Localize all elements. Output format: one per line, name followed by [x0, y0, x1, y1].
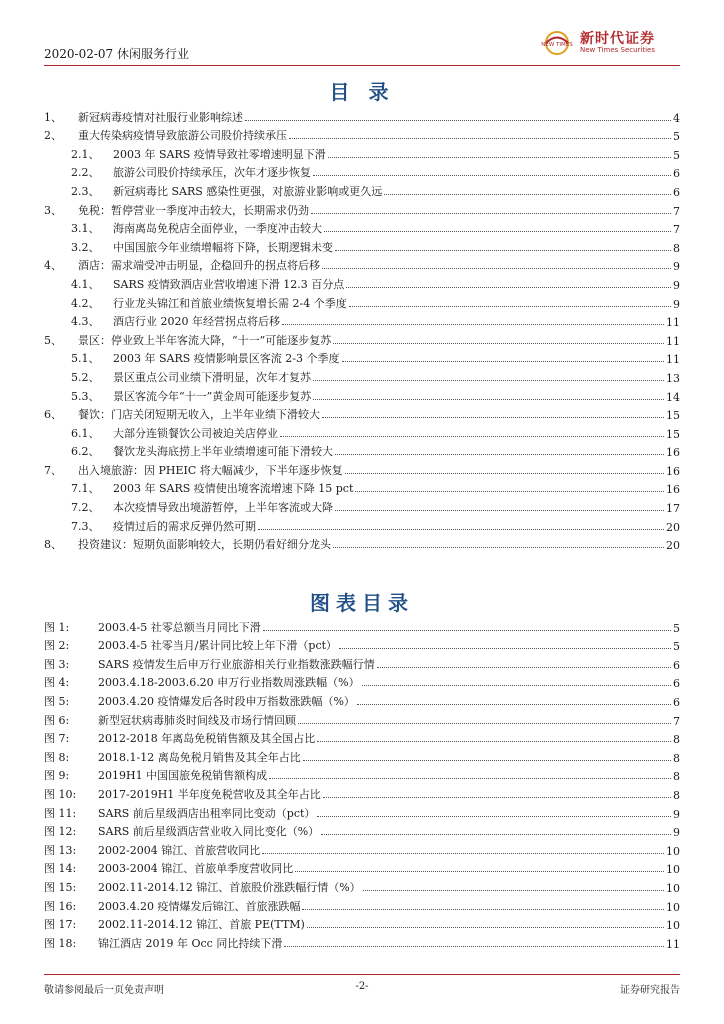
figure-entry-number: 图 1:: [44, 620, 70, 634]
toc-entry-title: 酒店：需求端受冲击明显，企稳回升的拐点将后移: [78, 259, 320, 273]
toc-entry[interactable]: [44, 311, 680, 330]
toc-leader-dots: [355, 491, 664, 492]
toc-title: 目 录: [329, 80, 395, 104]
figure-entry-number: 图 5:: [44, 694, 70, 708]
toc-entry[interactable]: [44, 404, 680, 423]
toc-entry-page: 5: [673, 130, 680, 144]
figure-entry-title: SARS 前后星级酒店营业收入同比变化（%）: [98, 825, 320, 839]
toc-leader-dots: [346, 287, 671, 288]
toc-entry-number: 8、: [44, 538, 62, 552]
figure-entry-page: 10: [666, 881, 680, 895]
toc-entry[interactable]: [44, 125, 680, 144]
toc-entry-number: 5.2、: [71, 370, 100, 384]
figure-entry-page: 10: [666, 919, 680, 933]
figure-entry-page: 10: [666, 900, 680, 914]
figure-leader-dots: [298, 723, 671, 724]
figure-list-title: 图表目录: [310, 591, 414, 615]
toc-entry-page: 17: [666, 502, 680, 516]
toc-entry-page: 16: [666, 483, 680, 497]
toc-entry-title: 中国国旅今年业绩增幅将下降，长期逻辑未变: [113, 240, 333, 254]
figure-entry-page: 8: [673, 770, 680, 784]
toc-entry-page: 20: [666, 539, 680, 553]
toc-entry-page: 8: [673, 241, 680, 255]
toc-entry[interactable]: [44, 199, 680, 218]
toc-entry-title: 酒店行业 2020 年经营拐点将后移: [113, 315, 280, 329]
toc-leader-dots: [335, 250, 671, 251]
toc-entry-number: 6、: [44, 408, 62, 422]
logo-name-cn: 新时代证券: [580, 31, 655, 47]
figure-entry[interactable]: [44, 876, 680, 895]
figure-leader-dots: [269, 778, 671, 779]
toc-entry-page: 20: [666, 520, 680, 534]
toc-entry-number: 4、: [44, 259, 62, 273]
toc-entry-title: SARS 疫情致酒店业营收增速下滑 12.3 百分点: [113, 277, 345, 291]
figure-entry-title: 2003.4.20 疫情爆发后锦江、首旅涨跌幅: [98, 899, 301, 913]
figure-entry-page: 8: [673, 733, 680, 747]
toc-entry[interactable]: [44, 162, 680, 181]
figure-entry-page: 10: [666, 863, 680, 877]
figure-entry-page: 10: [666, 844, 680, 858]
footer-report-type: 证券研究报告: [620, 985, 680, 996]
figure-entry-number: 图 12:: [44, 825, 77, 839]
page-header: [44, 31, 680, 64]
figure-leader-dots: [302, 909, 664, 910]
figure-entry[interactable]: [44, 783, 680, 802]
toc-entry-number: 1、: [44, 110, 62, 124]
toc-entry-page: 11: [666, 316, 680, 330]
toc-entry-page: 16: [666, 464, 680, 478]
toc-entry-number: 3.1、: [71, 222, 100, 236]
toc-entry-page: 5: [673, 148, 680, 162]
toc-entry-page: 15: [666, 409, 680, 423]
logo-mark-icon: [540, 30, 574, 56]
figure-leader-dots: [284, 946, 664, 947]
toc-leader-dots: [384, 194, 671, 195]
logo-mark-text: NEW TIMES: [541, 42, 573, 48]
header-divider: [44, 65, 680, 66]
toc-entry[interactable]: [44, 478, 680, 497]
toc-entry-page: 13: [666, 371, 680, 385]
toc-entry[interactable]: [44, 534, 680, 553]
toc-entry-title: 餐饮：门店关闭短期无收入，上半年业绩下滑较大: [78, 408, 320, 422]
figure-entry-title: 2002.11-2014.12 锦江、首旅股价涨跌幅行情（%）: [98, 880, 361, 894]
toc-entry[interactable]: [44, 496, 680, 515]
figure-entry-number: 图 17:: [44, 918, 77, 932]
toc-entry-number: 4.1、: [71, 277, 100, 291]
toc-leader-dots: [345, 473, 664, 474]
toc-entry-number: 5.3、: [71, 389, 100, 403]
figure-leader-dots: [323, 797, 671, 798]
toc-leader-dots: [322, 268, 671, 269]
figure-leader-dots: [363, 890, 664, 891]
figure-entry-number: 图 10:: [44, 787, 77, 801]
figure-entry[interactable]: [44, 895, 680, 914]
toc-leader-dots: [324, 231, 671, 232]
toc-entry-title: 2003 年 SARS 疫情影响景区客流 2-3 个季度: [113, 352, 340, 366]
figure-entry[interactable]: [44, 709, 680, 728]
figure-entry-page: 7: [673, 714, 680, 728]
figure-entry[interactable]: [44, 616, 680, 635]
toc-entry[interactable]: [44, 422, 680, 441]
toc-leader-dots: [280, 436, 664, 437]
toc-entry-number: 2、: [44, 129, 62, 143]
toc-entry[interactable]: [44, 273, 680, 292]
toc-entry-title: 新冠病毒比 SARS 感染性更强，对旅游业影响或更久远: [113, 184, 383, 198]
toc-entry-title: 免税：暂停营业一季度冲击较大，长期需求仍劲: [78, 203, 309, 217]
figure-entry-page: 6: [673, 677, 680, 691]
figure-leader-dots: [339, 648, 671, 649]
figure-entry[interactable]: [44, 914, 680, 933]
toc-leader-dots: [313, 175, 671, 176]
toc-entry-title: 大部分连锁餐饮公司被迫关店停业: [113, 426, 278, 440]
toc-entry-title: 疫情过后的需求反弹仍然可期: [113, 519, 256, 533]
toc-entry-number: 3、: [44, 203, 62, 217]
toc-entry[interactable]: [44, 385, 680, 404]
toc-entry[interactable]: [44, 218, 680, 237]
figure-entry-title: 锦江酒店 2019 年 Occ 同比持续下滑: [98, 936, 283, 950]
figure-entry-number: 图 15:: [44, 880, 77, 894]
toc-entry-page: 9: [673, 278, 680, 292]
toc-entry-number: 2.3、: [71, 184, 100, 198]
figure-entry[interactable]: [44, 690, 680, 709]
toc-entry-number: 7.1、: [71, 482, 100, 496]
toc-entry-title: 景区重点公司业绩下滑明显，次年才复苏: [113, 370, 311, 384]
figure-entry-page: 8: [673, 788, 680, 802]
toc-entry-page: 16: [666, 446, 680, 460]
toc-entry-page: 7: [673, 223, 680, 237]
toc-entry-title: 重大传染病疫情导致旅游公司股价持续承压: [78, 129, 287, 143]
toc-leader-dots: [333, 547, 664, 548]
figure-entry[interactable]: [44, 858, 680, 877]
toc-entry-number: 3.2、: [71, 240, 100, 254]
figure-entry-title: 2012-2018 年离岛免税销售额及其全国占比: [98, 732, 316, 746]
figure-entry-number: 图 4:: [44, 676, 70, 690]
figure-entry-title: 2002-2004 锦江、首旅营收同比: [98, 843, 261, 857]
figure-leader-dots: [317, 816, 671, 817]
toc-entry-number: 2.2、: [71, 166, 100, 180]
toc-leader-dots: [313, 399, 664, 400]
toc-leader-dots: [313, 380, 664, 381]
figure-leader-dots: [303, 760, 671, 761]
toc-entry-title: 2003 年 SARS 疫情导致社零增速明显下滑: [113, 147, 326, 161]
toc-leader-dots: [342, 361, 665, 362]
figure-entry-page: 9: [673, 826, 680, 840]
toc-entry[interactable]: [44, 366, 680, 385]
toc-entry-page: 15: [666, 427, 680, 441]
toc-entry-number: 5.1、: [71, 352, 100, 366]
toc-entry-number: 5、: [44, 333, 62, 347]
figure-leader-dots: [307, 927, 664, 928]
figure-entry-title: 2018.1-12 离岛免税月销售及其全年占比: [98, 750, 301, 764]
figure-leader-dots: [321, 834, 671, 835]
figure-entry-page: 6: [673, 695, 680, 709]
toc-entry-title: 景区：停业致上半年客流大降，“十一”可能逐步复苏: [78, 333, 332, 347]
figure-entry-number: 图 2:: [44, 639, 70, 653]
figure-entry-page: 5: [673, 640, 680, 654]
toc-entry-page: 11: [666, 353, 680, 367]
toc-entry[interactable]: [44, 459, 680, 478]
toc-entry-number: 7.3、: [71, 519, 100, 533]
figure-leader-dots: [263, 630, 671, 631]
figure-entry-number: 图 14:: [44, 862, 77, 876]
figure-entry-page: 6: [673, 658, 680, 672]
toc-leader-dots: [311, 213, 671, 214]
toc-entry[interactable]: [44, 441, 680, 460]
toc-entry-title: 景区客流今年“十一”黄金周可能逐步复苏: [113, 389, 312, 403]
toc-entry[interactable]: [44, 236, 680, 255]
toc-entry-number: 7、: [44, 463, 62, 477]
figure-entry[interactable]: [44, 932, 680, 951]
figure-entry-number: 图 16:: [44, 899, 77, 913]
toc-entry-title: 行业龙头锦江和首旅业绩恢复增长需 2-4 个季度: [113, 296, 347, 310]
figure-entry-number: 图 3:: [44, 657, 70, 671]
figure-entry-title: SARS 前后星级酒店出租率同比变动（pct）: [98, 806, 316, 820]
toc-entry[interactable]: [44, 329, 680, 348]
toc-entry-title: 本次疫情导致出境游暂停，上半年客流或大降: [113, 501, 333, 515]
toc-leader-dots: [245, 120, 671, 121]
figure-entry-title: 2019H1 中国国旅免税销售额构成: [98, 769, 268, 783]
figure-list: [44, 616, 680, 951]
figure-entry-number: 图 11:: [44, 806, 77, 820]
figure-leader-dots: [295, 871, 664, 872]
figure-entry[interactable]: [44, 839, 680, 858]
toc-entry-number: 4.2、: [71, 296, 100, 310]
figure-entry-number: 图 13:: [44, 843, 77, 857]
figure-entry-title: 2003.4-5 社零当月/累计同比较上年下滑（pct）: [98, 639, 338, 653]
figure-entry-number: 图 7:: [44, 732, 70, 746]
figure-entry[interactable]: [44, 653, 680, 672]
figure-leader-dots: [377, 667, 671, 668]
toc-entry-page: 7: [673, 204, 680, 218]
toc-entry-title: 餐饮龙头海底捞上半年业绩增速可能下滑较大: [113, 445, 333, 459]
toc-entry[interactable]: [44, 180, 680, 199]
figure-entry-title: 2003.4-5 社零总额当月同比下滑: [98, 620, 261, 634]
figure-entry-title: 2003-2004 锦江、首旅单季度营收同比: [98, 862, 294, 876]
footer-disclaimer: 敬请参阅最后一页免责声明: [44, 985, 164, 996]
logo-name-en: New Times Securities: [580, 46, 655, 54]
figure-entry-page: 8: [673, 751, 680, 765]
toc-entry-number: 7.2、: [71, 501, 100, 515]
figure-entry-number: 图 18:: [44, 936, 77, 950]
toc-leader-dots: [333, 343, 664, 344]
toc-entry-number: 2.1、: [71, 147, 100, 161]
figure-entry[interactable]: [44, 672, 680, 691]
toc-entry-page: 11: [666, 334, 680, 348]
toc-entry-number: 6.1、: [71, 426, 100, 440]
figure-entry[interactable]: [44, 635, 680, 654]
figure-leader-dots: [262, 853, 664, 854]
figure-entry-number: 图 8:: [44, 750, 70, 764]
figure-entry-number: 图 6:: [44, 713, 70, 727]
toc-entry-title: 出入境旅游：因 PHEIC 将大幅减少，下半年逐步恢复: [78, 463, 343, 477]
figure-entry-page: 11: [666, 937, 680, 951]
figure-entry[interactable]: [44, 821, 680, 840]
toc-leader-dots: [349, 306, 671, 307]
toc-entry-title: 2003 年 SARS 疫情使出境客流增速下降 15 pct: [113, 482, 354, 496]
toc-list: [44, 106, 680, 552]
figure-entry-title: 2003.4.18-2003.6.20 申万行业指数周涨跌幅（%）: [98, 676, 360, 690]
figure-entry-title: 2017-2019H1 半年度免税营收及其全年占比: [98, 787, 321, 801]
toc-entry-page: 6: [673, 185, 680, 199]
figure-entry[interactable]: [44, 802, 680, 821]
figure-entry[interactable]: [44, 746, 680, 765]
toc-entry-number: 4.3、: [71, 315, 100, 329]
toc-entry-page: 9: [673, 297, 680, 311]
figure-entry-page: 5: [673, 621, 680, 635]
toc-leader-dots: [328, 157, 671, 158]
toc-entry[interactable]: [44, 348, 680, 367]
toc-entry-page: 14: [666, 390, 680, 404]
figure-entry-number: 图 9:: [44, 769, 70, 783]
toc-entry[interactable]: [44, 255, 680, 274]
figure-entry-title: 2002.11-2014.12 锦江、首旅 PE(TTM): [98, 918, 305, 932]
toc-leader-dots: [335, 454, 664, 455]
toc-entry-page: 6: [673, 167, 680, 181]
company-logo: [540, 28, 680, 58]
figure-leader-dots: [362, 685, 671, 686]
toc-entry-title: 新冠病毒疫情对社服行业影响综述: [78, 110, 243, 124]
figure-entry-title: 新型冠状病毒肺炎时间线及市场行情回顾: [98, 713, 296, 727]
figure-leader-dots: [317, 741, 671, 742]
page-number: -2-: [355, 981, 369, 992]
toc-entry-title: 投资建议：短期负面影响较大，长期仍看好细分龙头: [78, 538, 331, 552]
toc-leader-dots: [335, 510, 664, 511]
figure-entry-title: 2003.4.20 疫情爆发后各时段申万指数涨跌幅（%）: [98, 694, 355, 708]
toc-entry-title: 旅游公司股价持续承压，次年才逐步恢复: [113, 166, 311, 180]
toc-entry-page: 4: [673, 111, 680, 125]
figure-entry[interactable]: [44, 765, 680, 784]
figure-entry-page: 9: [673, 807, 680, 821]
figure-leader-dots: [357, 704, 671, 705]
toc-entry[interactable]: [44, 143, 680, 162]
figure-entry-title: SARS 疫情发生后申万行业旅游相关行业指数涨跌幅行情: [98, 657, 375, 671]
toc-entry-title: 海南离岛免税店全面停业，一季度冲击较大: [113, 222, 322, 236]
figure-entry[interactable]: [44, 728, 680, 747]
toc-entry[interactable]: [44, 515, 680, 534]
toc-entry-number: 6.2、: [71, 445, 100, 459]
toc-entry-page: 9: [673, 260, 680, 274]
header-date-industry: 2020-02-07 休闲服务行业: [44, 47, 190, 61]
toc-leader-dots: [282, 324, 664, 325]
toc-leader-dots: [258, 529, 664, 530]
toc-entry[interactable]: [44, 292, 680, 311]
toc-leader-dots: [322, 417, 664, 418]
toc-entry[interactable]: [44, 106, 680, 125]
page-footer: [44, 974, 680, 995]
toc-leader-dots: [289, 138, 671, 139]
